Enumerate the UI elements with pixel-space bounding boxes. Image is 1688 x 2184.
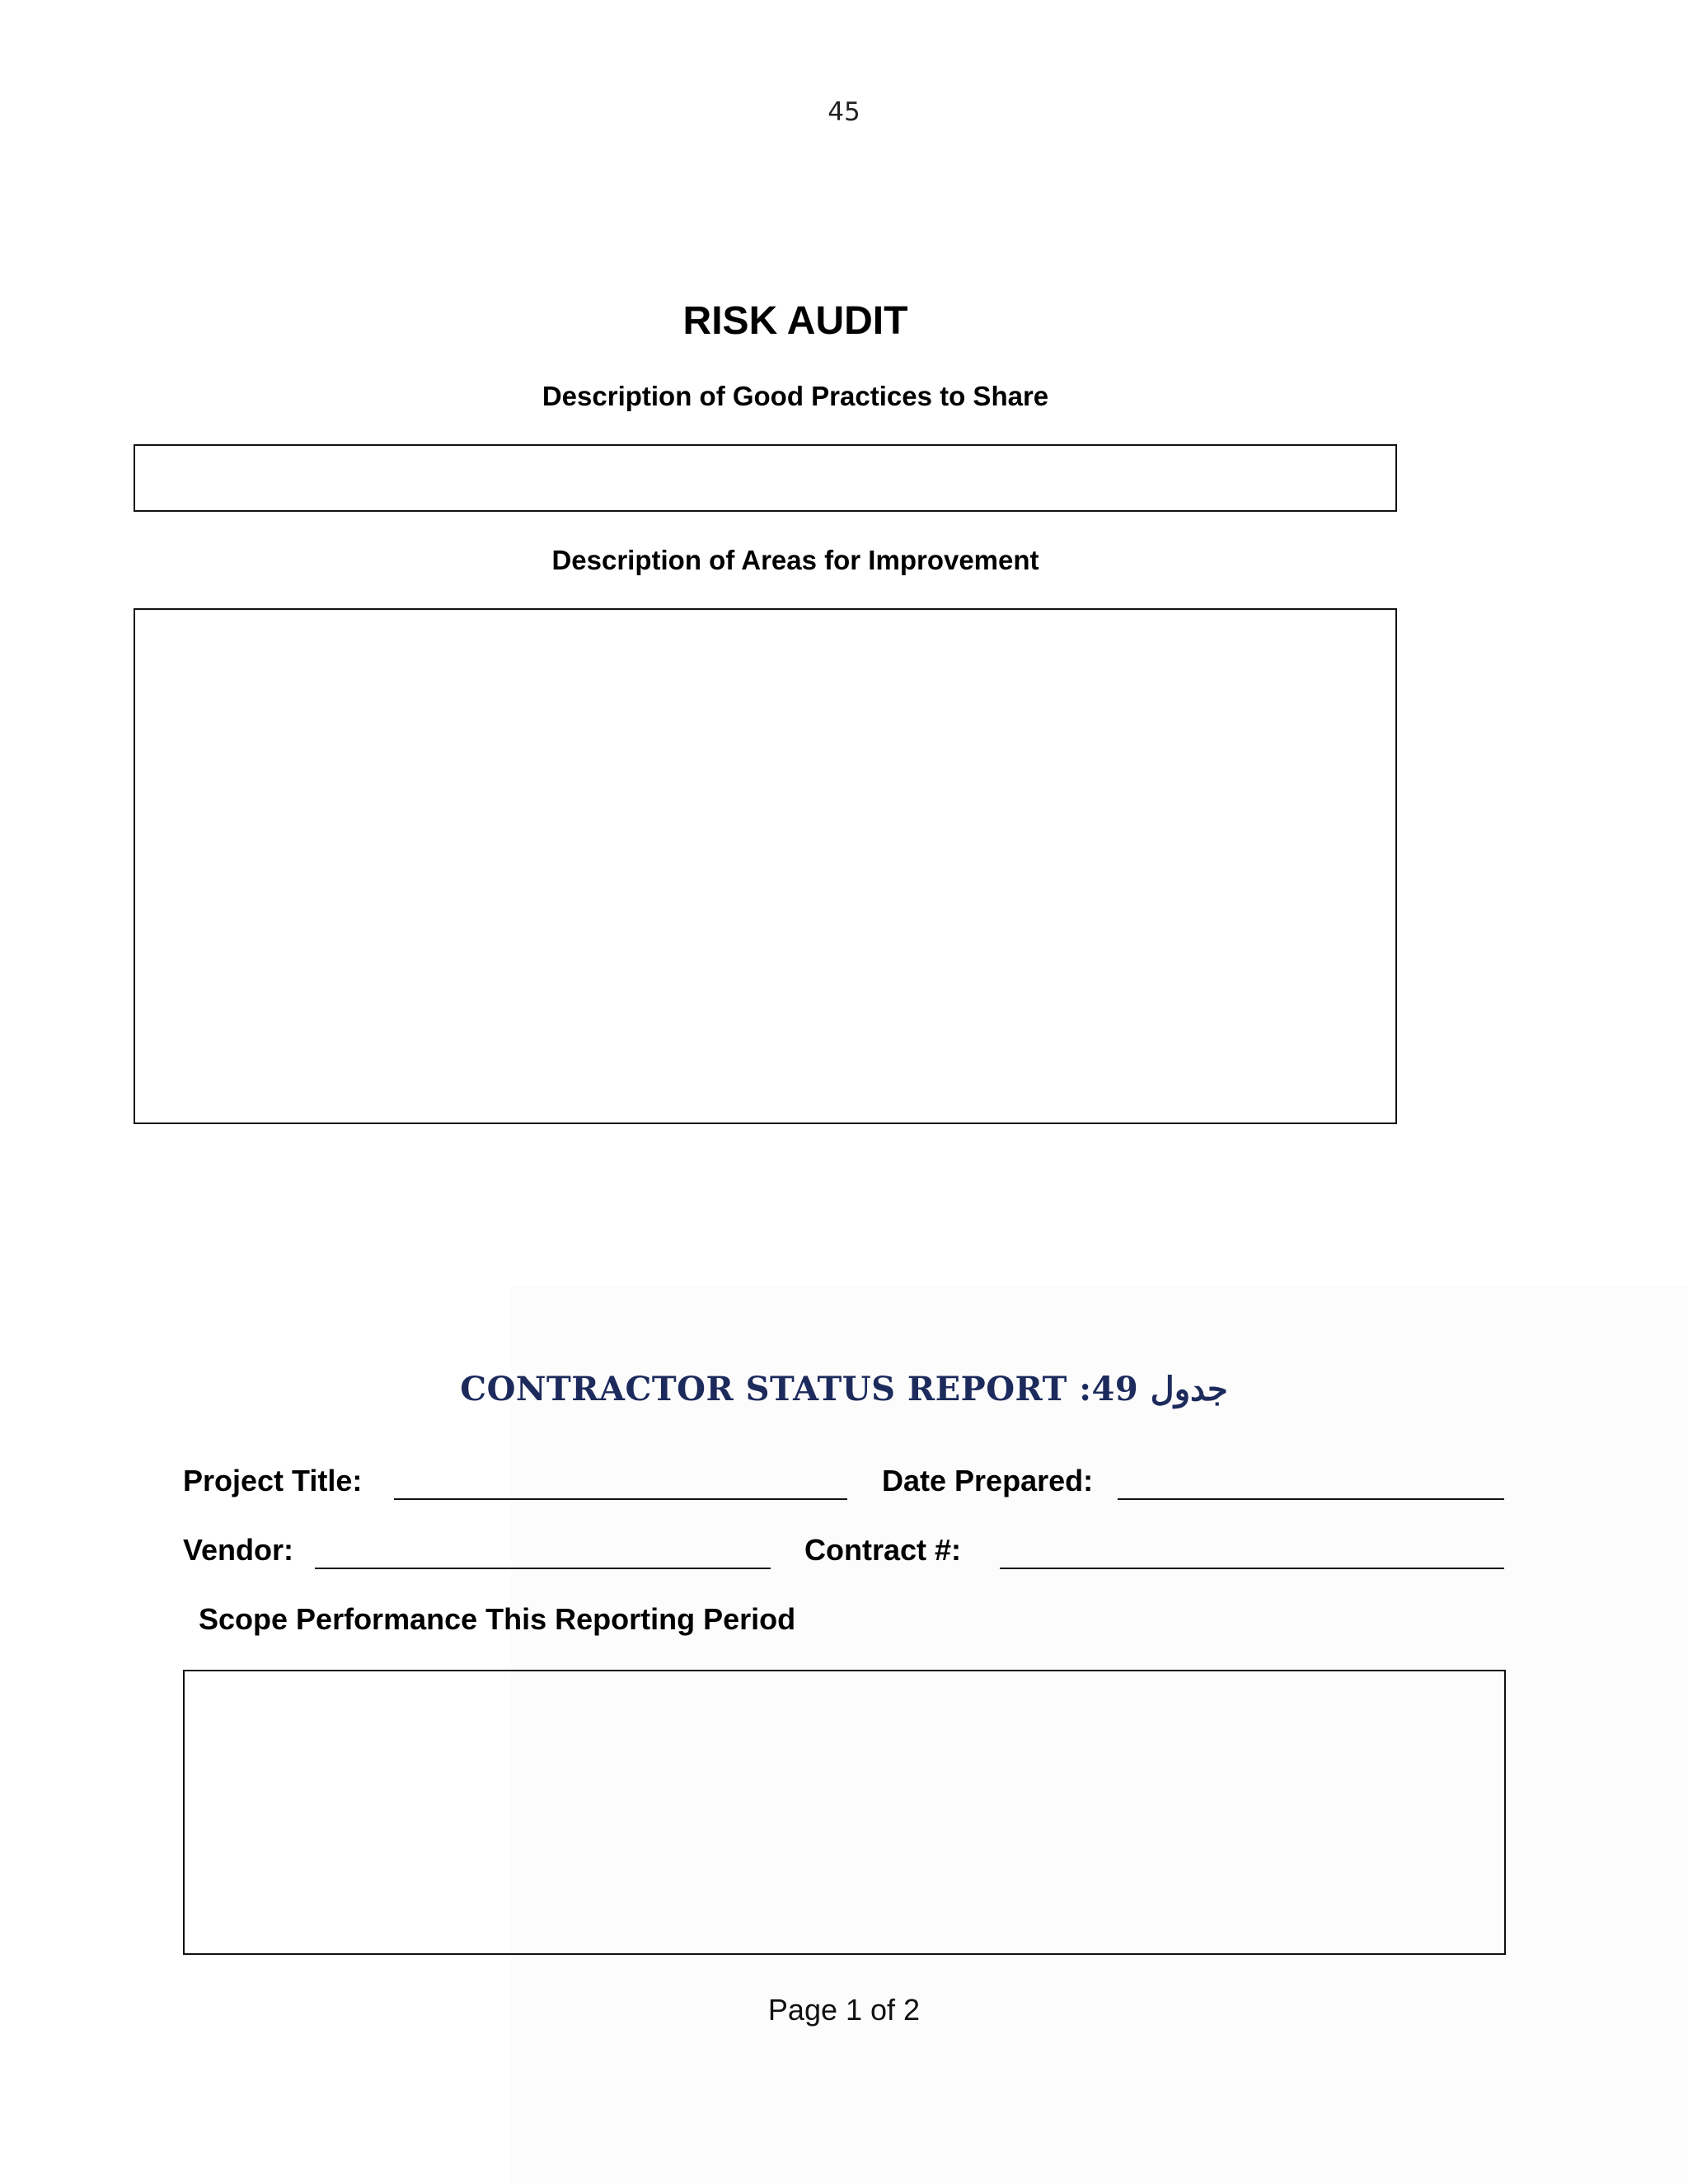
improvement-textbox[interactable] <box>134 608 1397 1124</box>
contractor-report-title: CONTRACTOR STATUS REPORT :49 جدول <box>460 1370 1228 1408</box>
project-title-field[interactable] <box>394 1498 847 1500</box>
date-prepared-label: Date Prepared: <box>882 1464 1094 1497</box>
scope-performance-heading: Scope Performance This Reporting Period <box>199 1602 796 1636</box>
scope-performance-textbox[interactable] <box>183 1670 1506 1955</box>
risk-audit-title: RISK AUDIT <box>682 299 908 343</box>
contract-number-label: Contract #: <box>804 1533 962 1567</box>
project-title-label: Project Title: <box>183 1464 363 1497</box>
good-practices-heading: Description of Good Practices to Share <box>542 381 1049 411</box>
good-practices-textbox[interactable] <box>134 444 1397 512</box>
vendor-field[interactable] <box>315 1568 771 1569</box>
date-prepared-field[interactable] <box>1118 1498 1504 1500</box>
improvement-heading: Description of Areas for Improvement <box>551 545 1039 575</box>
contract-number-field[interactable] <box>1000 1568 1504 1569</box>
vendor-label: Vendor: <box>183 1533 294 1567</box>
page-number: 45 <box>828 97 860 127</box>
page-footer: Page 1 of 2 <box>767 1993 921 2027</box>
